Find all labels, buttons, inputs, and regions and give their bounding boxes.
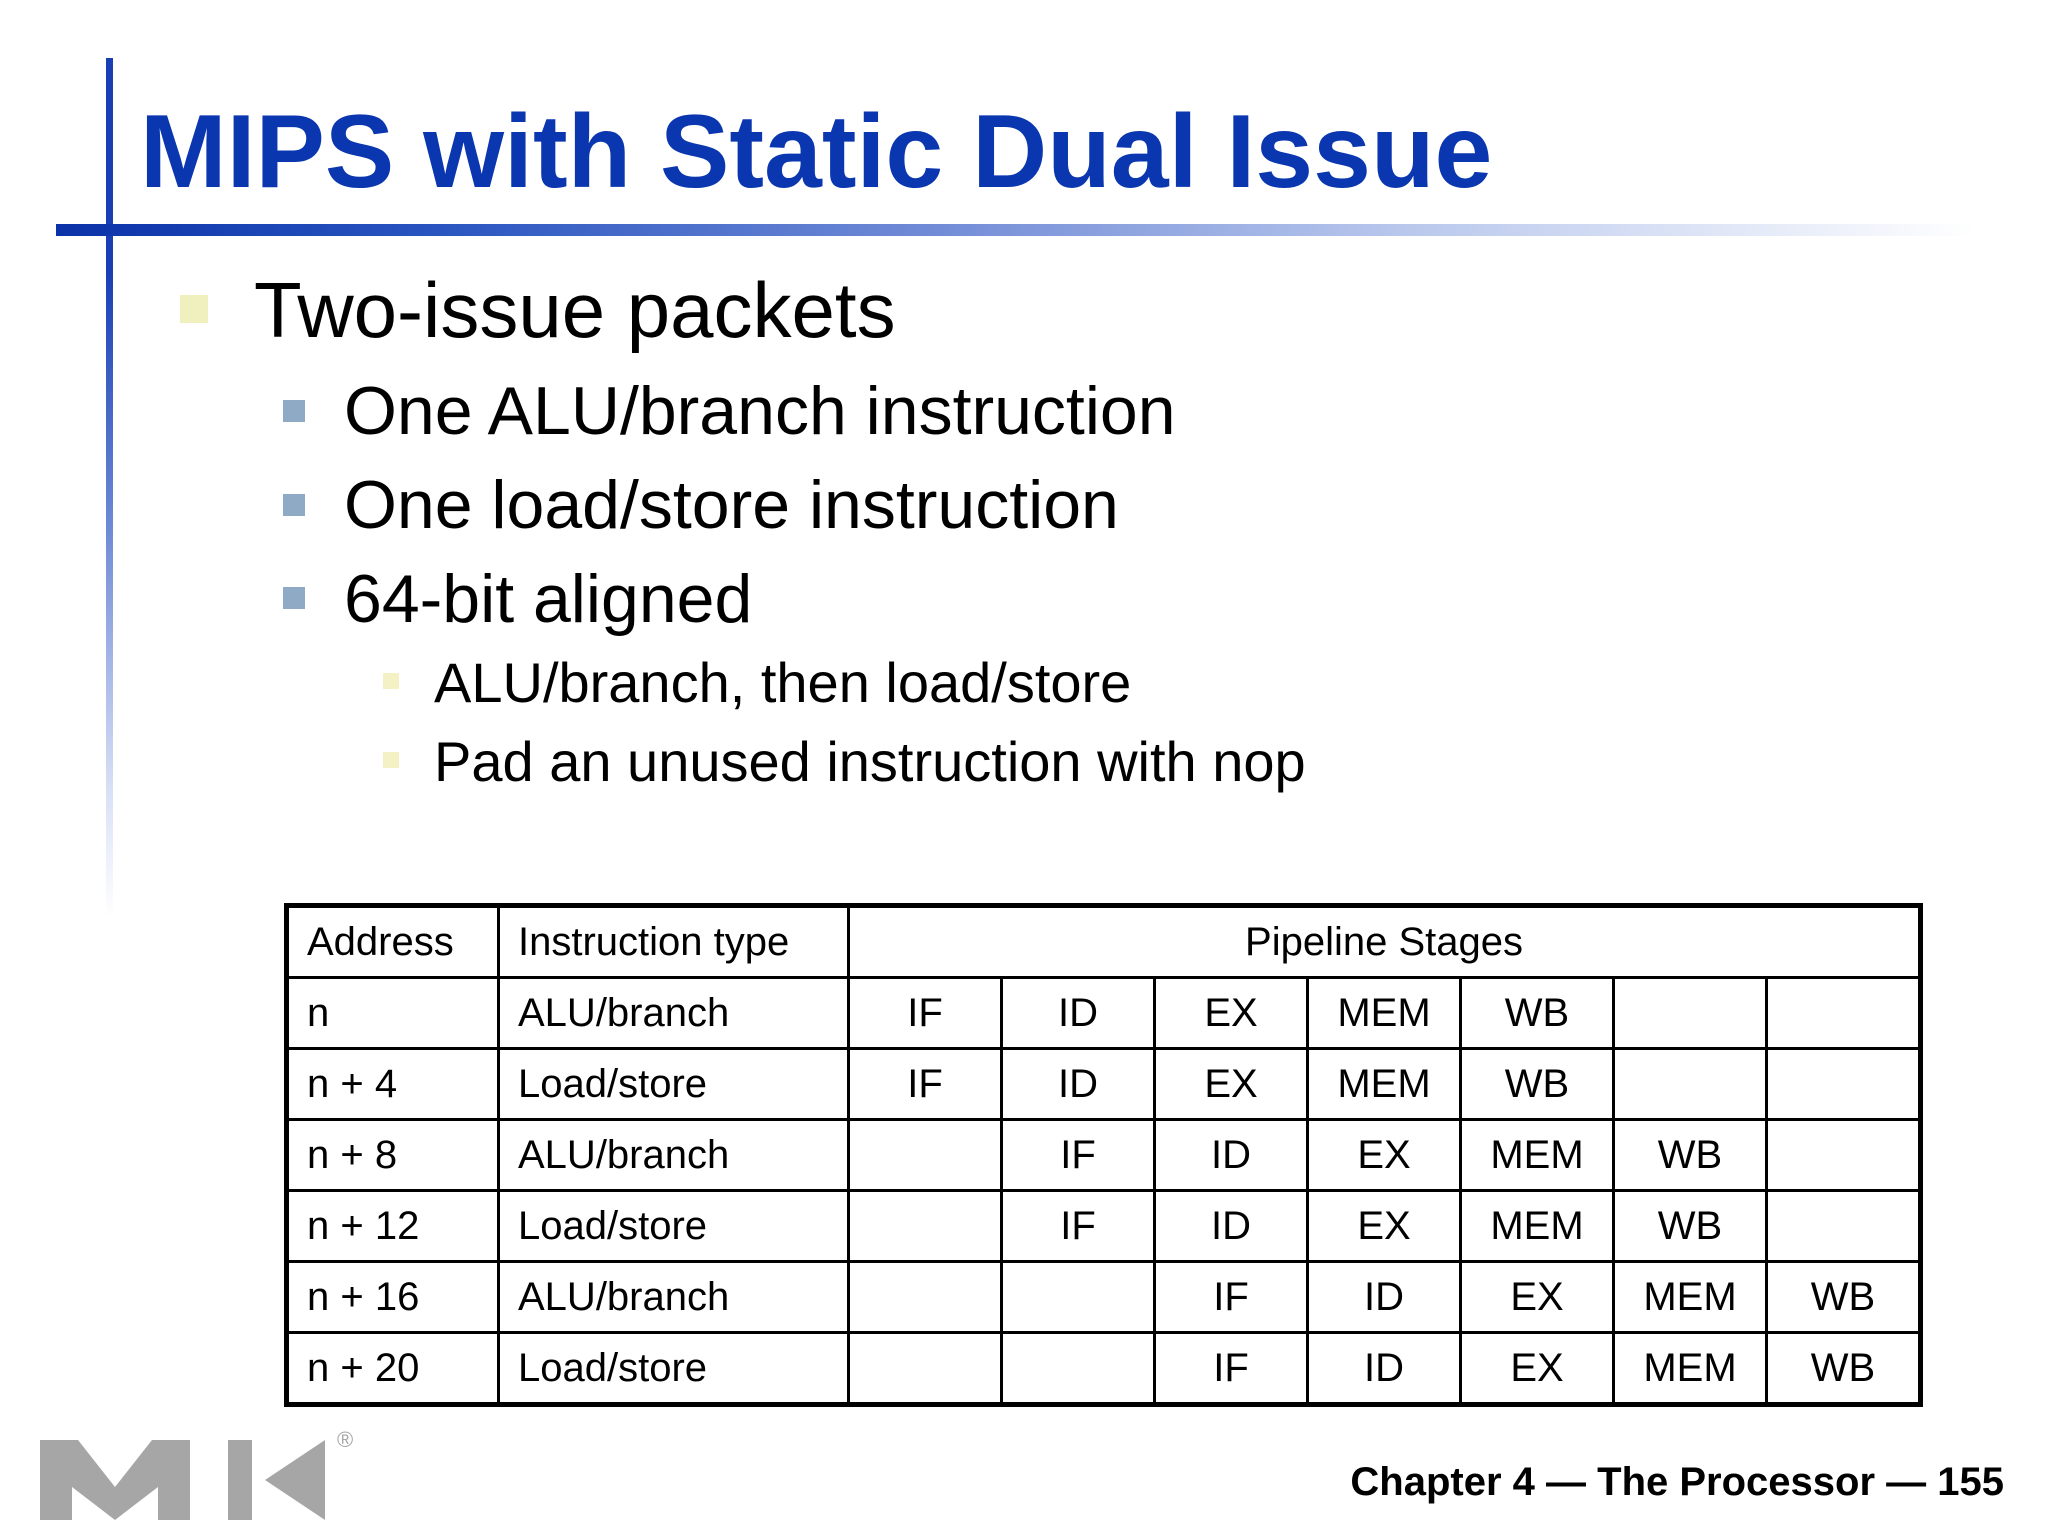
logo-registered-mark: ® bbox=[337, 1427, 354, 1452]
bullet-item: Pad an unused instruction with nop bbox=[434, 730, 1306, 793]
table-row bbox=[287, 1333, 1921, 1405]
instruction-type-cell: ALU/branch bbox=[499, 978, 849, 1049]
header-instruction-type: Instruction type bbox=[499, 906, 849, 978]
address-cell: n + 4 bbox=[287, 1049, 499, 1120]
stage-cell: ID bbox=[1155, 1191, 1308, 1262]
stage-cell bbox=[1002, 1262, 1155, 1333]
table-row bbox=[287, 1120, 1921, 1191]
stage-cell: MEM bbox=[1614, 1262, 1767, 1333]
bullet-item: One load/store instruction bbox=[344, 467, 1119, 543]
instruction-type-cell: ALU/branch bbox=[499, 1120, 849, 1191]
stage-cell: EX bbox=[1155, 1049, 1308, 1120]
stage-cell bbox=[1767, 1191, 1921, 1262]
stage-cell: EX bbox=[1308, 1120, 1461, 1191]
bullet-marker bbox=[180, 295, 208, 323]
stage-cell: IF bbox=[1155, 1333, 1308, 1405]
pipeline-table bbox=[284, 903, 1923, 1407]
stage-cell: WB bbox=[1767, 1262, 1921, 1333]
mk-logo-icon bbox=[40, 1425, 370, 1525]
stage-cell: IF bbox=[1155, 1262, 1308, 1333]
instruction-type-cell: Load/store bbox=[499, 1049, 849, 1120]
instruction-type-cell: Load/store bbox=[499, 1191, 849, 1262]
accent-vertical-bar bbox=[106, 58, 113, 918]
stage-cell: ID bbox=[1002, 1049, 1155, 1120]
stage-cell bbox=[849, 1120, 1002, 1191]
stage-cell: MEM bbox=[1308, 978, 1461, 1049]
bullet-item: One ALU/branch instruction bbox=[344, 373, 1176, 449]
instruction-type-cell: ALU/branch bbox=[499, 1262, 849, 1333]
stage-cell: EX bbox=[1155, 978, 1308, 1049]
logo-letter-k-stem bbox=[228, 1440, 252, 1520]
bullet-item: 64-bit aligned bbox=[344, 561, 753, 637]
stage-cell: EX bbox=[1461, 1262, 1614, 1333]
stage-cell: WB bbox=[1461, 1049, 1614, 1120]
stage-cell: MEM bbox=[1308, 1049, 1461, 1120]
stage-cell: MEM bbox=[1461, 1191, 1614, 1262]
bullet-item: Two-issue packets bbox=[254, 266, 896, 354]
stage-cell bbox=[1614, 1049, 1767, 1120]
title-underline-bar bbox=[56, 224, 1976, 236]
stage-cell bbox=[1767, 1049, 1921, 1120]
logo-letter-k-arm bbox=[265, 1440, 325, 1520]
table-header-row bbox=[287, 906, 1921, 978]
stage-cell: MEM bbox=[1461, 1120, 1614, 1191]
stage-cell bbox=[1002, 1333, 1155, 1405]
stage-cell: WB bbox=[1461, 978, 1614, 1049]
bullet-marker bbox=[283, 494, 305, 516]
stage-cell bbox=[849, 1191, 1002, 1262]
stage-cell: ID bbox=[1308, 1262, 1461, 1333]
stage-cell: MEM bbox=[1614, 1333, 1767, 1405]
address-cell: n + 16 bbox=[287, 1262, 499, 1333]
stage-cell bbox=[1767, 978, 1921, 1049]
bullet-item: ALU/branch, then load/store bbox=[434, 651, 1132, 714]
table-row bbox=[287, 978, 1921, 1049]
bullet-marker bbox=[383, 752, 399, 768]
stage-cell: EX bbox=[1461, 1333, 1614, 1405]
stage-cell: ID bbox=[1002, 978, 1155, 1049]
stage-cell bbox=[1614, 978, 1767, 1049]
stage-cell: IF bbox=[1002, 1191, 1155, 1262]
stage-cell: IF bbox=[1002, 1120, 1155, 1191]
stage-cell bbox=[1767, 1120, 1921, 1191]
stage-cell bbox=[849, 1262, 1002, 1333]
logo-letter-m bbox=[40, 1440, 190, 1520]
slide-footer: Chapter 4 — The Processor — 155 bbox=[1350, 1460, 2004, 1504]
address-cell: n + 12 bbox=[287, 1191, 499, 1262]
stage-cell: ID bbox=[1155, 1120, 1308, 1191]
address-cell: n + 8 bbox=[287, 1120, 499, 1191]
table-row bbox=[287, 1049, 1921, 1120]
stage-cell: IF bbox=[849, 978, 1002, 1049]
table-row bbox=[287, 1262, 1921, 1333]
bullet-marker bbox=[283, 400, 305, 422]
stage-cell bbox=[849, 1333, 1002, 1405]
bullet-marker bbox=[383, 673, 399, 689]
table-row bbox=[287, 1191, 1921, 1262]
stage-cell: EX bbox=[1308, 1191, 1461, 1262]
stage-cell: WB bbox=[1767, 1333, 1921, 1405]
address-cell: n + 20 bbox=[287, 1333, 499, 1405]
address-cell: n bbox=[287, 978, 499, 1049]
bullet-marker bbox=[283, 587, 305, 609]
stage-cell: WB bbox=[1614, 1120, 1767, 1191]
header-address: Address bbox=[287, 906, 499, 978]
slide-title: MIPS with Static Dual Issue bbox=[140, 94, 1493, 210]
stage-cell: IF bbox=[849, 1049, 1002, 1120]
instruction-type-cell: Load/store bbox=[499, 1333, 849, 1405]
stage-cell: WB bbox=[1614, 1191, 1767, 1262]
stage-cell: ID bbox=[1308, 1333, 1461, 1405]
header-pipeline-stages: Pipeline Stages bbox=[849, 906, 1921, 978]
